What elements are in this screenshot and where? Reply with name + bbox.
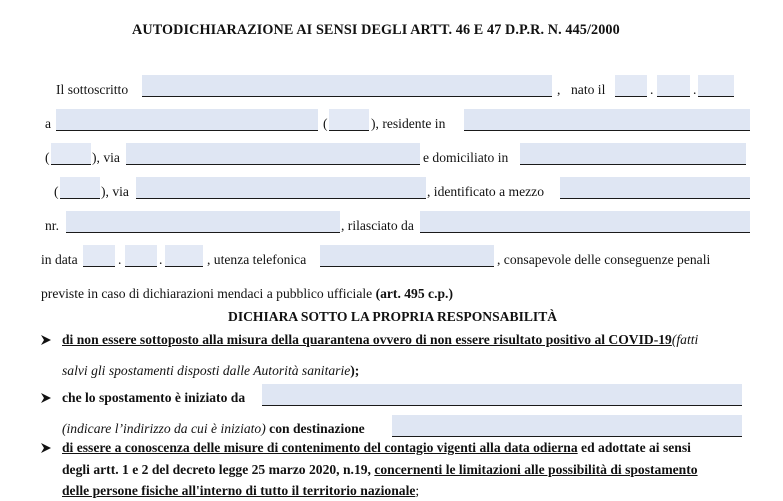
label-spostamento: che lo spostamento è iniziato da	[62, 390, 246, 405]
residence-province-input[interactable]	[51, 143, 91, 165]
dot: .	[118, 252, 122, 267]
label-consapevole: , consapevole delle conseguenze penali	[497, 252, 711, 267]
label-utenza: , utenza telefonica	[207, 252, 307, 267]
label-rilasciato: , rilasciato da	[341, 218, 414, 233]
label-identificato: , identificato a mezzo	[427, 184, 545, 199]
birth-place-input[interactable]	[56, 109, 318, 131]
id-document-input[interactable]	[560, 177, 750, 199]
label-sottoscritto: Il sottoscritto	[56, 82, 129, 97]
dot: .	[650, 82, 654, 97]
separator: ,	[557, 82, 561, 97]
residence-input[interactable]	[464, 109, 750, 131]
label-in-data: in data	[41, 252, 78, 267]
phone-input[interactable]	[320, 245, 494, 267]
issue-month-input[interactable]	[125, 245, 157, 267]
dot: .	[693, 82, 697, 97]
destination-input[interactable]	[392, 415, 742, 437]
residence-street-input[interactable]	[126, 143, 420, 165]
item-quarantena-cont: salvi gli spostamenti disposti dalle Autorità sanitarie);	[62, 363, 360, 378]
label-residente: ), residente in	[371, 116, 446, 131]
page-title: AUTODICHIARAZIONE AI SENSI DEGLI ARTT. 46 E 47 D.P.R. N. 445/2000	[132, 22, 620, 38]
birth-month-input[interactable]	[657, 75, 690, 97]
birth-province-input[interactable]	[329, 109, 369, 131]
issue-year-input[interactable]	[165, 245, 203, 267]
origin-address-input[interactable]	[262, 384, 742, 406]
text-previste: previste in caso di dichiarazioni mendaci a pubblico ufficiale (art. 495 c.p.)	[41, 286, 453, 301]
sottoscritto-input[interactable]	[142, 75, 552, 97]
arrow-bullet-icon	[40, 334, 52, 346]
paren-open: (	[54, 184, 59, 199]
label-via: ), via	[101, 184, 129, 199]
item-quarantena: di non essere sottoposto alla misura della quarantena ovvero di non essere risultato positivo al COVID-19(fatti	[62, 332, 699, 347]
birth-day-input[interactable]	[615, 75, 647, 97]
arrow-bullet-icon	[40, 392, 52, 404]
label-nr: nr.	[45, 218, 59, 233]
domicile-street-input[interactable]	[136, 177, 426, 199]
dot: .	[159, 252, 163, 267]
item-misure-line2: degli artt. 1 e 2 del decreto legge 25 marzo 2020, n.19, concernenti le limitazioni alle possibilità di spostamento	[62, 462, 698, 477]
domicile-input[interactable]	[520, 143, 746, 165]
label-domiciliato: e domiciliato in	[423, 150, 509, 165]
birth-year-input[interactable]	[698, 75, 734, 97]
issued-by-input[interactable]	[420, 211, 750, 233]
document-number-input[interactable]	[66, 211, 340, 233]
issue-day-input[interactable]	[83, 245, 115, 267]
text-hint-destinazione: (indicare l’indirizzo da cui è iniziato) con destinazione	[62, 421, 365, 436]
label-a: a	[45, 116, 52, 131]
item-misure-line3: delle persone fisiche all'interno di tutto il territorio nazionale;	[62, 483, 420, 498]
arrow-bullet-icon	[40, 442, 52, 454]
label-via: ), via	[92, 150, 120, 165]
item-misure-line1: di essere a conoscenza delle misure di contenimento del contagio vigenti alla data odierna ed adottate ai sensi	[62, 440, 691, 455]
section-heading: DICHIARA SOTTO LA PROPRIA RESPONSABILITÀ	[228, 309, 558, 324]
label-nato-il: nato il	[571, 82, 606, 97]
paren-open: (	[323, 116, 328, 131]
paren-open: (	[45, 150, 50, 165]
domicile-province-input[interactable]	[60, 177, 100, 199]
